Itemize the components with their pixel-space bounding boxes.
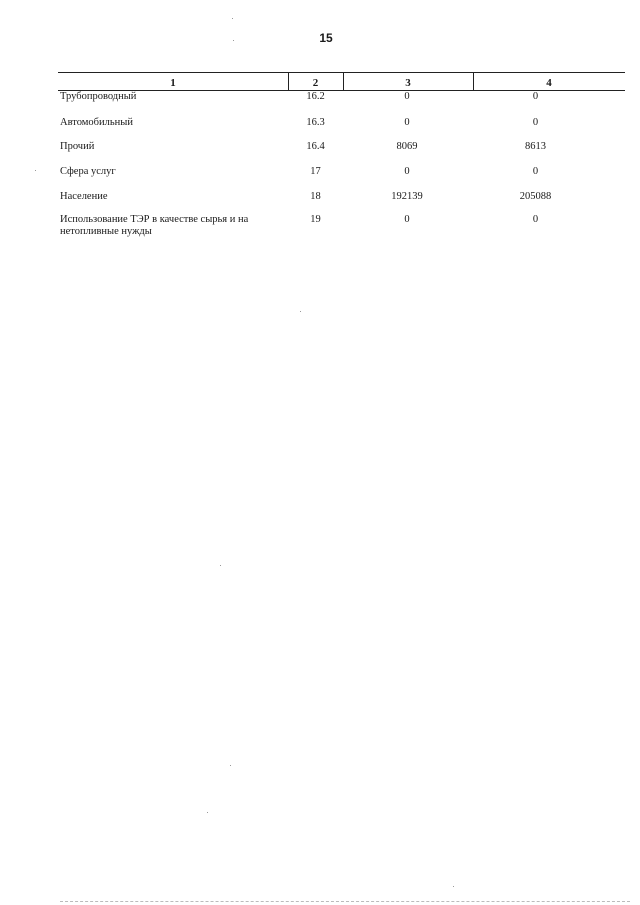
row-value-col3: 0: [404, 214, 410, 225]
scan-speck: [207, 812, 208, 813]
scan-speck: [220, 565, 221, 566]
row-name: Трубопроводный: [60, 91, 137, 102]
header-col-4: 4: [546, 77, 552, 89]
scan-speck: [233, 40, 234, 41]
scan-speck: [300, 311, 301, 312]
scan-speck: [232, 18, 233, 19]
row-name: Прочий: [60, 141, 95, 152]
row-value-col3: 192139: [391, 191, 423, 202]
header-col-2: 2: [288, 73, 344, 90]
row-value-col3: 0: [404, 91, 410, 102]
page-number: 15: [319, 31, 333, 45]
header-col-3: 3: [343, 73, 474, 90]
row-code: 17: [310, 166, 321, 177]
scan-speck: [35, 170, 36, 171]
row-code: 18: [310, 191, 321, 202]
row-code: 16.2: [306, 91, 325, 102]
row-code: 19: [310, 214, 321, 225]
row-name: Автомобильный: [60, 117, 133, 128]
row-value-col3: 0: [404, 117, 410, 128]
row-name: Сфера услуг: [60, 166, 116, 177]
scan-speck: [453, 886, 454, 887]
scan-speck: [230, 765, 231, 766]
row-value-col4: 0: [532, 91, 539, 102]
header-col-1: 1: [58, 73, 289, 90]
row-value-col4: 205088: [519, 191, 552, 202]
row-name: Использование ТЭР в качестве сырья и на нетопливные нужды: [60, 214, 249, 237]
row-code: 16.4: [306, 141, 325, 152]
table-header-row: [58, 72, 625, 91]
row-value-col4: 0: [532, 117, 539, 128]
row-value-col3: 8069: [396, 141, 418, 152]
data-table: [58, 72, 625, 237]
row-value-col3: 0: [404, 166, 410, 177]
row-value-col4: 8613: [525, 141, 546, 152]
row-value-col4: 0: [532, 166, 539, 177]
row-value-col4: 0: [532, 214, 539, 225]
row-name: Население: [60, 191, 108, 202]
page-bottom-edge: [60, 901, 630, 903]
row-code: 16.3: [306, 117, 325, 128]
